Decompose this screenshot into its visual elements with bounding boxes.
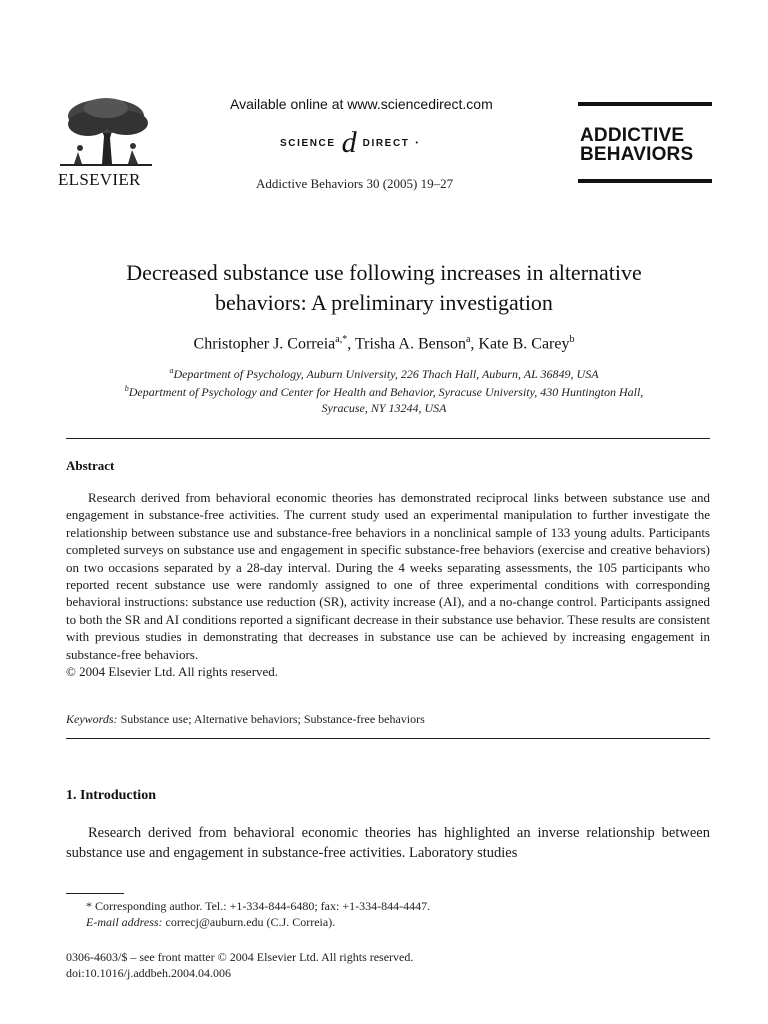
author-list (40, 334, 728, 353)
keywords (66, 712, 425, 727)
introduction-text: Research derived from behavioral economic theories has highlighted an inverse relationship between substance use and engagement in substance-free activities. Laboratory studies (66, 825, 710, 861)
elsevier-tree-icon (58, 96, 154, 168)
publisher-name: ELSEVIER (58, 170, 141, 189)
introduction-body (66, 823, 710, 863)
journal-reference: Addictive Behaviors 30 (2005) 19–27 (256, 176, 454, 191)
email-label: E-mail address: (86, 915, 163, 929)
affiliation-mark: a (169, 366, 174, 375)
footnote-corresponding-author: * Corresponding author. Tel.: +1-334-844-6480; fax: +1-334-844-4447. (86, 899, 431, 913)
author-name: Trisha A. Benson (354, 335, 466, 353)
affiliation-mark: b (124, 384, 129, 393)
author-separator: , (470, 335, 479, 353)
author-name: Christopher J. Correia (193, 335, 336, 353)
journal-logo (578, 102, 712, 183)
affiliation-text: Department of Psychology and Center for Health and Behavior, Syracuse University, 430 Huntington Hall, (128, 385, 644, 399)
sciencedirect-left-word: SCIENCE (280, 137, 336, 149)
sciencedirect-right-word: DIRECT (362, 137, 410, 149)
journal-logo-rule-top (578, 102, 712, 106)
elsevier-logo (58, 96, 158, 190)
author-name: Kate B. Carey (478, 335, 570, 353)
footnote-email (86, 915, 335, 930)
paper-title-line2: behaviors: A preliminary investigation (215, 290, 553, 315)
keywords-list: Substance use; Alternative behaviors; Substance-free behaviors (120, 712, 425, 726)
paper-title (40, 258, 728, 318)
abstract-heading: Abstract (66, 458, 115, 473)
affiliation-a (40, 363, 728, 382)
abstract-body (66, 489, 710, 680)
section-heading-introduction: 1. Introduction (66, 788, 156, 803)
divider (66, 438, 710, 439)
sciencedirect-trademark: • (415, 139, 420, 147)
author-affiliation-mark: b (569, 334, 575, 345)
abstract-copyright: © 2004 Elsevier Ltd. All rights reserved. (66, 664, 279, 680)
divider (66, 738, 710, 739)
journal-logo-line1: ADDICTIVE (580, 125, 685, 146)
sciencedirect-d-icon: d (341, 126, 357, 159)
abstract-text: Research derived from behavioral economic theories has demonstrated reciprocal links between substance use and engagement in substance-free activities. The current study used an experimental manipulation to further investigate the relationship between substance use and substance-free behaviors in a nonclinical sample of 133 young adults. Participants completed surveys on substance use and engagement in specific substance-free behaviors (exercise and creative behaviors) on two occasions separated by a 28-day interval. During the 4 weeks separating assessments, the 105 participants who reported recent substance use were randomly assigned to one of three experimental conditions with corresponding behavioral instructions: substance use reduction (SR), activity increase (AI), and a no-change control. Participants assigned to both the SR and AI conditions reported a significant decrease in their substance use behavior. These results are consistent with previous studies in demonstrating that decreases in substance use can be achieved by increasing engagement in substance-free behaviors. (66, 490, 710, 662)
journal-logo-title (580, 126, 712, 164)
email-value: correcj@auburn.edu (C.J. Correia). (165, 915, 336, 929)
paper-title-line1: Decreased substance use following increases in alternative (126, 260, 642, 285)
affiliation-b (40, 381, 728, 416)
issn-line: 0306-4603/$ – see front matter © 2004 Elsevier Ltd. All rights reserved. (66, 950, 414, 964)
affiliation-text: Department of Psychology, Auburn University, 226 Thach Hall, Auburn, AL 36849, USA (173, 367, 599, 381)
sciencedirect-logo (280, 128, 420, 158)
author-affiliation-mark: a (465, 334, 471, 345)
author-separator: , (347, 335, 355, 353)
author-affiliation-mark: a,* (335, 334, 348, 345)
journal-logo-line2: BEHAVIORS (580, 144, 694, 165)
footnote-rule (66, 893, 124, 894)
doi-line: doi:10.1016/j.addbeh.2004.04.006 (66, 966, 231, 980)
affiliation-text-continued: Syracuse, NY 13244, USA (321, 401, 447, 415)
keywords-label: Keywords: (66, 712, 118, 726)
available-online-text: Available online at www.sciencedirect.com (230, 96, 493, 112)
journal-logo-rule-bottom (578, 179, 712, 183)
